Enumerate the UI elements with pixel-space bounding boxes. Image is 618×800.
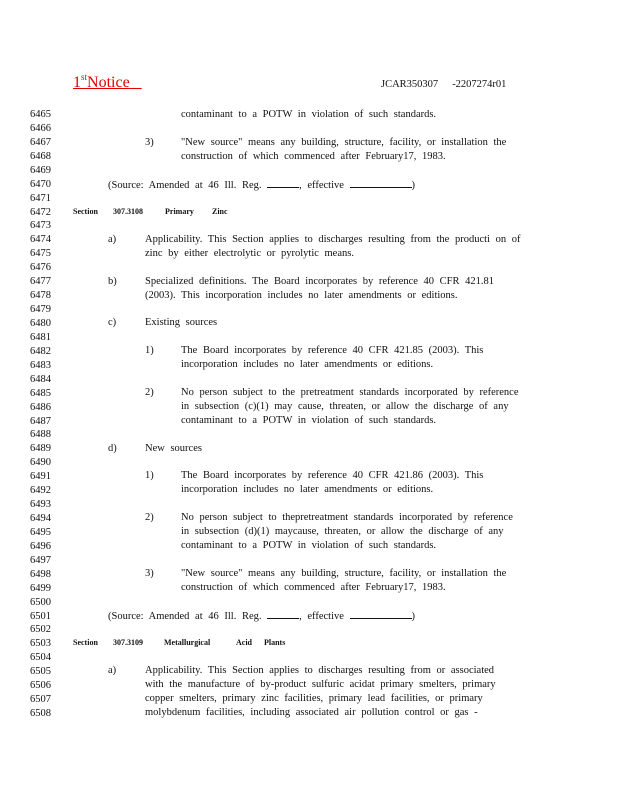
section-title-word: Acid bbox=[236, 638, 252, 647]
item-number: 1) bbox=[145, 345, 154, 356]
section-title-word: Metallurgical bbox=[164, 638, 211, 647]
line-number: 6508 bbox=[30, 708, 51, 719]
document-code: JCAR350307 -2207274r01 bbox=[381, 79, 507, 90]
line-number: 6468 bbox=[30, 150, 51, 162]
line-number: 6482 bbox=[30, 345, 51, 357]
body-line: "New source" means any building, structure, facility, or installation the bbox=[181, 137, 507, 148]
line-number: 6495 bbox=[30, 526, 51, 538]
line-number: 6494 bbox=[30, 513, 51, 524]
line-number: 6499 bbox=[30, 582, 51, 594]
line-number: 6476 bbox=[30, 262, 51, 274]
line-number: 6474 bbox=[30, 234, 51, 246]
body-line: in subsection (d)(1) maycause, threaten, or allow the discharge of any bbox=[181, 526, 504, 537]
source-close: ) bbox=[411, 611, 416, 622]
line-number: 6480 bbox=[30, 317, 51, 329]
line-number: 6473 bbox=[30, 220, 51, 232]
item-number: d) bbox=[108, 443, 117, 454]
body-line: No person subject to the pretreatment standards incorporated by reference bbox=[181, 387, 519, 398]
item-number: 2) bbox=[145, 387, 154, 398]
body-line: construction of which commenced after February17, 1983. bbox=[181, 582, 446, 593]
body-line: contaminant to a POTW in violation of such standards. bbox=[181, 415, 437, 426]
line-number: 6467 bbox=[30, 136, 51, 148]
source-note-text: (Source: Amended at 46 Ill. Reg. bbox=[108, 180, 262, 191]
source-effective-text: , effective bbox=[299, 611, 344, 622]
body-line: with the manufacture of by-product sulfuric acidat primary smelters, primary bbox=[145, 679, 496, 690]
line-number: 6470 bbox=[30, 178, 51, 190]
body-line: "New source" means any building, structure, facility, or installation the bbox=[181, 568, 507, 579]
body-line: Existing sources bbox=[145, 317, 218, 328]
body-line: molybdenum facilities, including associated air pollution control or gas - bbox=[145, 707, 478, 718]
line-number: 6466 bbox=[30, 122, 51, 134]
body-line: Applicability. This Section applies to discharges resulting from the producti on of bbox=[145, 234, 521, 245]
body-line: contaminant to a POTW in violation of such standards. bbox=[181, 540, 437, 551]
source-note bbox=[108, 178, 415, 192]
body-line: incorporation includes no later amendments or editions. bbox=[181, 359, 434, 370]
body-line: (2003). This incorporation includes no later amendments or editions. bbox=[145, 290, 458, 301]
line-number: 6471 bbox=[30, 192, 51, 204]
body-line: Applicability. This Section applies to discharges resulting from or associated bbox=[145, 665, 495, 676]
item-number: b) bbox=[108, 276, 117, 287]
line-number: 6498 bbox=[30, 568, 51, 580]
line-number: 6507 bbox=[30, 694, 51, 706]
item-number: a) bbox=[108, 665, 117, 676]
body-line: contaminant to a POTW in violation of such standards. bbox=[181, 109, 437, 120]
register-blank bbox=[267, 609, 299, 619]
line-number: 6493 bbox=[30, 499, 51, 510]
line-number: 6503 bbox=[30, 638, 51, 650]
section-heading bbox=[73, 206, 228, 218]
line-number: 6502 bbox=[30, 624, 51, 636]
line-number: 6472 bbox=[30, 206, 51, 218]
item-number: c) bbox=[108, 317, 117, 328]
body-line: zinc by either electrolytic or pyrolytic means. bbox=[145, 248, 354, 259]
body-line: The Board incorporates by reference 40 CFR 421.85 (2003). This bbox=[181, 345, 484, 356]
line-number: 6475 bbox=[30, 248, 51, 260]
line-number: 6469 bbox=[30, 164, 51, 176]
section-number: 307.3108 bbox=[113, 207, 143, 216]
line-number: 6487 bbox=[30, 415, 51, 427]
section-label: Section bbox=[73, 638, 98, 647]
source-note bbox=[108, 609, 415, 623]
line-number: 6505 bbox=[30, 666, 51, 678]
notice-title: 1stNotice bbox=[73, 72, 130, 91]
item-number: 3) bbox=[145, 137, 154, 148]
item-number: 3) bbox=[145, 568, 154, 579]
section-title-word: Primary bbox=[165, 207, 194, 216]
section-title-word: Plants bbox=[264, 638, 286, 647]
line-number: 6496 bbox=[30, 540, 51, 552]
line-number: 6492 bbox=[30, 485, 51, 497]
item-number: 1) bbox=[145, 470, 154, 481]
line-number: 6484 bbox=[30, 373, 51, 385]
body-line: No person subject to thepretreatment standards incorporated by reference bbox=[181, 512, 513, 523]
line-number: 6477 bbox=[30, 276, 51, 288]
line-number: 6506 bbox=[30, 680, 51, 692]
effective-blank bbox=[350, 178, 412, 188]
body-line: Specialized definitions. The Board incorporates by reference 40 CFR 421.81 bbox=[145, 276, 495, 287]
line-number: 6489 bbox=[30, 443, 51, 455]
line-number: 6488 bbox=[30, 429, 51, 441]
line-number: 6479 bbox=[30, 304, 51, 315]
line-number: 6485 bbox=[30, 387, 51, 399]
body-line: New sources bbox=[145, 443, 202, 454]
line-number: 6497 bbox=[30, 554, 51, 566]
section-number: 307.3109 bbox=[113, 638, 143, 647]
line-number: 6486 bbox=[30, 401, 51, 413]
line-number: 6465 bbox=[30, 109, 51, 120]
effective-blank bbox=[350, 609, 412, 619]
body-line: The Board incorporates by reference 40 CFR 421.86 (2003). This bbox=[181, 470, 484, 481]
body-line: construction of which commenced after February17, 1983. bbox=[181, 151, 446, 162]
line-number: 6491 bbox=[30, 471, 51, 483]
line-number: 6483 bbox=[30, 359, 51, 371]
section-title-word: Zinc bbox=[212, 207, 228, 216]
body-line: incorporation includes no later amendments or editions. bbox=[181, 484, 434, 495]
section-heading bbox=[73, 637, 285, 649]
line-number: 6501 bbox=[30, 610, 51, 622]
line-number: 6481 bbox=[30, 331, 51, 343]
register-blank bbox=[267, 178, 299, 188]
source-close: ) bbox=[411, 180, 416, 191]
source-note-text: (Source: Amended at 46 Ill. Reg. bbox=[108, 611, 262, 622]
line-number: 6490 bbox=[30, 457, 51, 469]
line-number: 6504 bbox=[30, 652, 51, 664]
line-number: 6478 bbox=[30, 290, 51, 302]
body-line: in subsection (c)(1) may cause, threaten, or allow the discharge of any bbox=[181, 401, 509, 412]
item-number: 2) bbox=[145, 512, 154, 523]
item-number: a) bbox=[108, 234, 117, 245]
source-effective-text: , effective bbox=[299, 180, 344, 191]
body-line: copper smelters, primary zinc facilities, primary lead facilities, or primary bbox=[145, 693, 483, 704]
line-number: 6500 bbox=[30, 596, 51, 608]
section-label: Section bbox=[73, 207, 98, 216]
